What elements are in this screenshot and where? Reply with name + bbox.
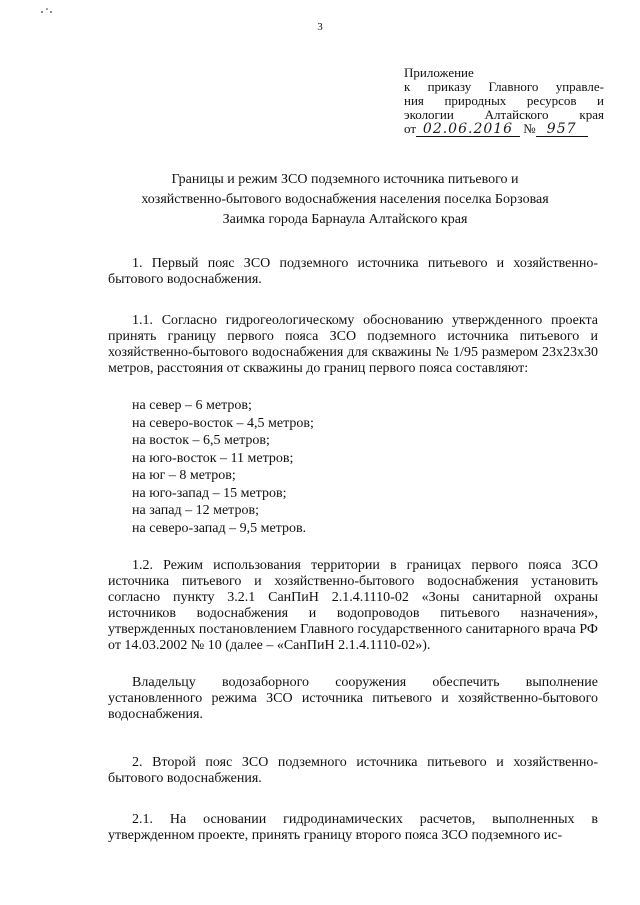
distance-north: на север – 6 метров;: [132, 398, 252, 413]
distance-list: [132, 397, 314, 537]
date-value: 02.06.2016: [422, 121, 514, 137]
section-1-1-text: 1.1. Согласно гидрогеологическому обоснованию утвержденного проекта принять границу первого пояса ЗСО подземного источника питьевого и хозяйственно-бытового водоснабжения для скважины № 1/95 размером 23х23х30 метров, расстояния от скважины до границ первого пояса составляют:: [108, 313, 598, 376]
appendix-date-row: [404, 122, 604, 137]
appendix-line-1: Приложение: [404, 65, 474, 80]
section-2-heading: 2. Второй пояс ЗСО подземного источника питьевого и хозяйственно-бытового водоснабжения.: [108, 755, 598, 786]
distance-southwest: на юго-запад – 15 метров;: [132, 485, 287, 501]
section-1-heading: 1. Первый пояс ЗСО подземного источника питьевого и хозяйственно-бытового водоснабжения.: [108, 256, 598, 287]
distance-southeast: на юго-восток – 11 метров;: [132, 450, 294, 466]
document-title: Границы и режим ЗСО подземного источника питьевого и хозяйственно-бытового водоснабжения населения поселка Борзовая Заимка города Барнаула Алтайского края: [141, 172, 549, 227]
distance-northeast: на северо-восток – 4,5 метров;: [132, 415, 314, 431]
owner-obligation-text: Владельцу водозаборного сооружения обеспечить выполнение установленного режима ЗСО источника питьевого и хозяйственно-бытового водоснабжения.: [108, 675, 598, 722]
section-1-2-text: 1.2. Режим использования территории в границах первого пояса ЗСО источника питьевого и хозяйственно-бытового водоснабжения установить согласно пункту 3.2.1 СанПиН 2.1.4.1110-02 «Зоны санитарной охраны источников водоснабжения и водопроводов питьевого назначения», утвержденных постановлением Главного государственного санитарного врача РФ от 14.03.2002 № 10 (далее – «СанПиН 2.1.4.1110-02»).: [108, 558, 598, 653]
appendix-block: [404, 66, 604, 137]
distance-northwest: на северо-запад – 9,5 метров.: [132, 520, 307, 536]
section-2-1-text: 2.1. На основании гидродинамических расчетов, выполненных в утвержденном проекте, принять границу второго пояса ЗСО подземного ис-: [108, 812, 598, 843]
distance-south: на юг – 8 метров;: [132, 468, 236, 483]
appendix-line-4: экологии Алтайского края: [404, 107, 604, 122]
date-prefix: от: [404, 121, 417, 136]
distance-east: на восток – 6,5 метров;: [132, 433, 270, 448]
scan-mark: [40, 6, 54, 14]
page-number: 3: [317, 21, 323, 33]
appendix-line-3: ния природных ресурсов и: [404, 93, 604, 108]
number-prefix: №: [523, 121, 536, 136]
number-value: 957: [546, 121, 577, 137]
distance-west: на запад – 12 метров;: [132, 503, 259, 518]
appendix-line-2: к приказу Главного управле-: [404, 79, 604, 94]
